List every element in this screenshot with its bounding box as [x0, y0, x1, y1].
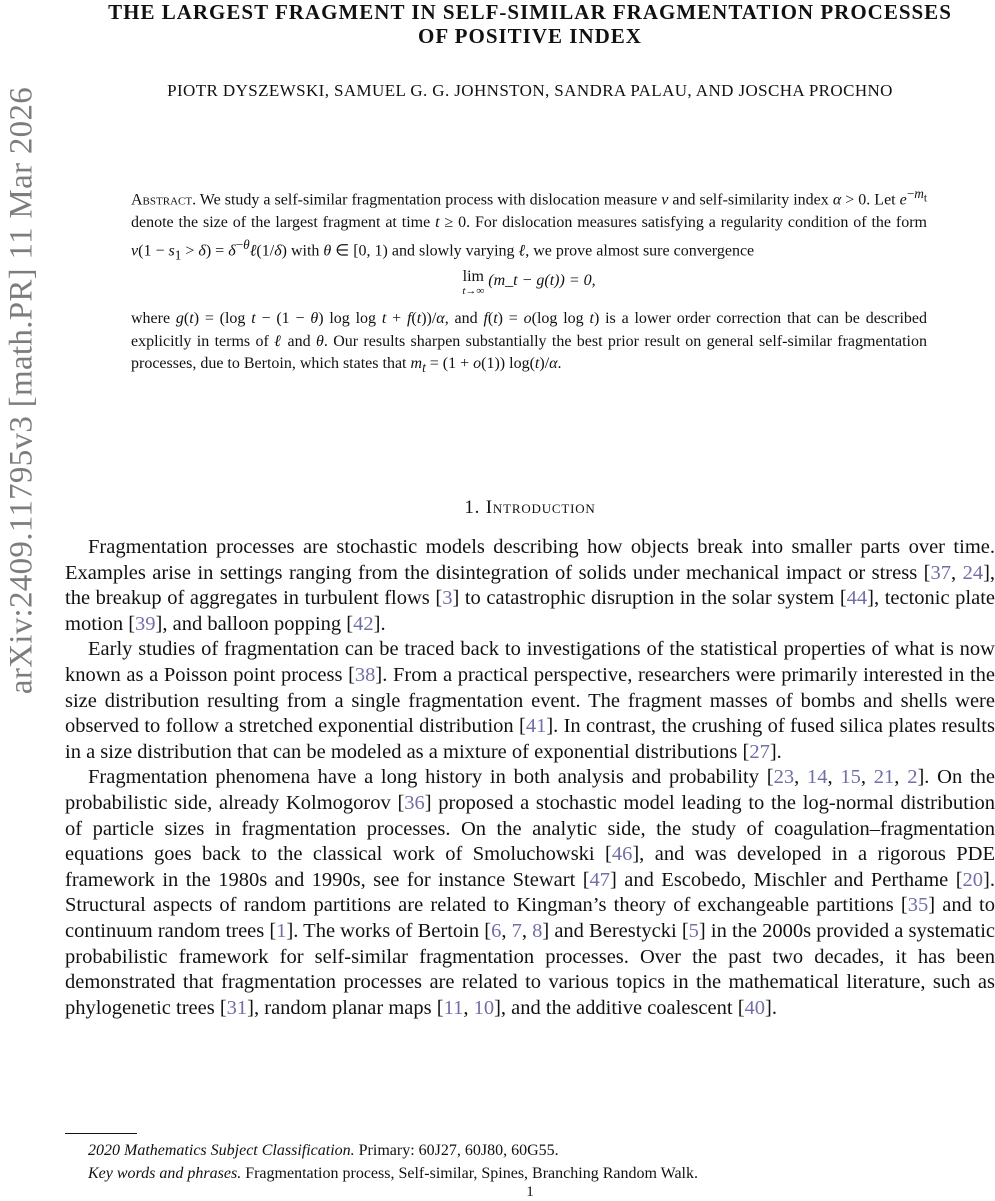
citation-link[interactable]: 7: [511, 919, 522, 942]
footnotes: [88, 1139, 968, 1185]
arxiv-identifier: arXiv:2409.11795v3 [math.PR] 11 Mar 2026: [3, 86, 40, 695]
page-number: 1: [526, 1184, 534, 1200]
citation-link[interactable]: 20: [962, 868, 984, 891]
section-heading: 1. Introduction: [464, 497, 596, 518]
citation-link[interactable]: 14: [806, 766, 828, 789]
author-list: PIOTR DYSZEWSKI, SAMUEL G. G. JOHNSTON, SANDRA PALAU, AND JOSCHA PROCHNO: [167, 81, 893, 100]
footnote-divider: [65, 1133, 137, 1134]
citation-link[interactable]: 11: [443, 996, 464, 1019]
citation-link[interactable]: 35: [907, 894, 929, 917]
citation-link[interactable]: 37: [930, 561, 951, 584]
citation-link[interactable]: 27: [749, 740, 770, 763]
introduction-body: [65, 535, 995, 1021]
citation-link[interactable]: 31: [226, 996, 248, 1019]
abstract-paragraph-1: Abstract. We study a self-similar fragmentation process with dislocation measure ν and self-similarity index α > 0. Let $e^{-m_t}$ denote the size of the largest fragment at time t ≥ 0. For dislocation measures satisfying a regularity condition of the form $\nu(1 - s_1 > \delta)$ = $\delta^{-\theta}\ell(1/\delta)$ with θ ∈ [0, 1) and slowly varying ℓ, we prove almost sure convergence: [131, 186, 928, 263]
citation-link[interactable]: 41: [525, 715, 547, 738]
paragraph: Early studies of fragmentation can be traced back to investigations of the statistical properties of what is now known as a Poisson point process [38]. From a practical perspective, researchers were primarily interested in the size distribution resulting from a single fragmentation event. The fragment masses of bombs and shells were observed to follow a stretched exponential distribution [41]. In contrast, the crushing of fused silica plates results in a size distribution that can be modeled as a mixture of exponential distributions [27].: [65, 638, 995, 763]
limit-operator: lim t→∞: [462, 268, 485, 298]
citation-link[interactable]: 44: [846, 587, 868, 610]
keywords-footnote: Key words and phrases. Fragmentation process, Self-similar, Spines, Branching Random Walk.: [88, 1165, 698, 1182]
citation-link[interactable]: 10: [473, 996, 495, 1019]
paragraph: Fragmentation phenomena have a long history in both analysis and probability [23, 14, 15, 21, 2]. On the probabilistic side, already Kolmogorov [36] proposed a stochastic model leading to the log-normal distribution of particle sizes in fragmentation processes. On the analytic side, the study of coagulation–fragmentation equations goes back to the classical work of Smoluchowski [46], and was developed in a rigorous PDE framework in the 1980s and 1990s, see for instance Stewart [47] and Escobedo, Mischler and Perthame [20]. Structural aspects of random partitions are related to Kingman’s theory of exchangeable partitions [35] and to continuum random trees [1]. The works of Bertoin [6, 7, 8] and Berestycki [5] in the 2000s provided a systematic probabilistic framework for self-similar fragmentation processes. Over the past two decades, it has been demonstrated that fragmentation processes are related to various topics in the mathematical literature, such as phylogenetic trees [31], random planar maps [11, 10], and the additive coalescent [40].: [65, 766, 995, 1019]
citation-link[interactable]: 5: [688, 919, 699, 942]
citation-link[interactable]: 8: [532, 919, 543, 942]
citation-link[interactable]: 24: [962, 561, 984, 584]
citation-link[interactable]: 15: [840, 766, 861, 789]
citation-link[interactable]: 6: [491, 919, 502, 942]
citation-link[interactable]: 47: [589, 868, 611, 891]
citation-link[interactable]: 38: [354, 663, 376, 686]
citation-link[interactable]: 2: [907, 766, 918, 789]
citation-link[interactable]: 1: [276, 919, 287, 942]
abstract-display-equation: lim t→∞ (m_t − g(t)) = 0,: [462, 268, 596, 298]
msc-footnote: 2020 Mathematics Subject Classification. Primary: 60J27, 60J80, 60G55.: [88, 1142, 559, 1159]
abstract: [131, 183, 927, 380]
abstract-label: Abstract.: [131, 191, 197, 209]
citation-link[interactable]: 21: [873, 766, 895, 789]
paper-title: THE LARGEST FRAGMENT IN SELF-SIMILAR FRAGMENTATION PROCESSES OF POSITIVE INDEX: [108, 0, 952, 48]
citation-link[interactable]: 39: [135, 612, 156, 635]
paragraph: Fragmentation processes are stochastic models describing how objects break into smaller parts over time. Examples arise in settings ranging from the disintegration of solids under mechanical impact or stress [37, 24], the breakup of aggregates in turbulent flows [3] to catastrophic disruption in the solar system [44], tectonic plate motion [39], and balloon popping [42].: [65, 536, 995, 635]
citation-link[interactable]: 3: [442, 587, 453, 610]
citation-link[interactable]: 23: [773, 766, 795, 789]
citation-link[interactable]: 40: [744, 996, 766, 1019]
citation-link[interactable]: 36: [404, 791, 425, 814]
citation-link[interactable]: 42: [353, 612, 374, 635]
citation-link[interactable]: 46: [611, 843, 633, 866]
abstract-paragraph-2: where g(t) = (log t − (1 − θ) log log t + f(t))/α, and f(t) = o(log log t) is a lower order correction that can be described explicitly in terms of ℓ and θ. Our results sharpen substantially the best prior result on general self-similar fragmentation processes, due to Bertoin, which states that $m_t = (1 + o(1))$ log(t)/α.: [131, 310, 928, 376]
